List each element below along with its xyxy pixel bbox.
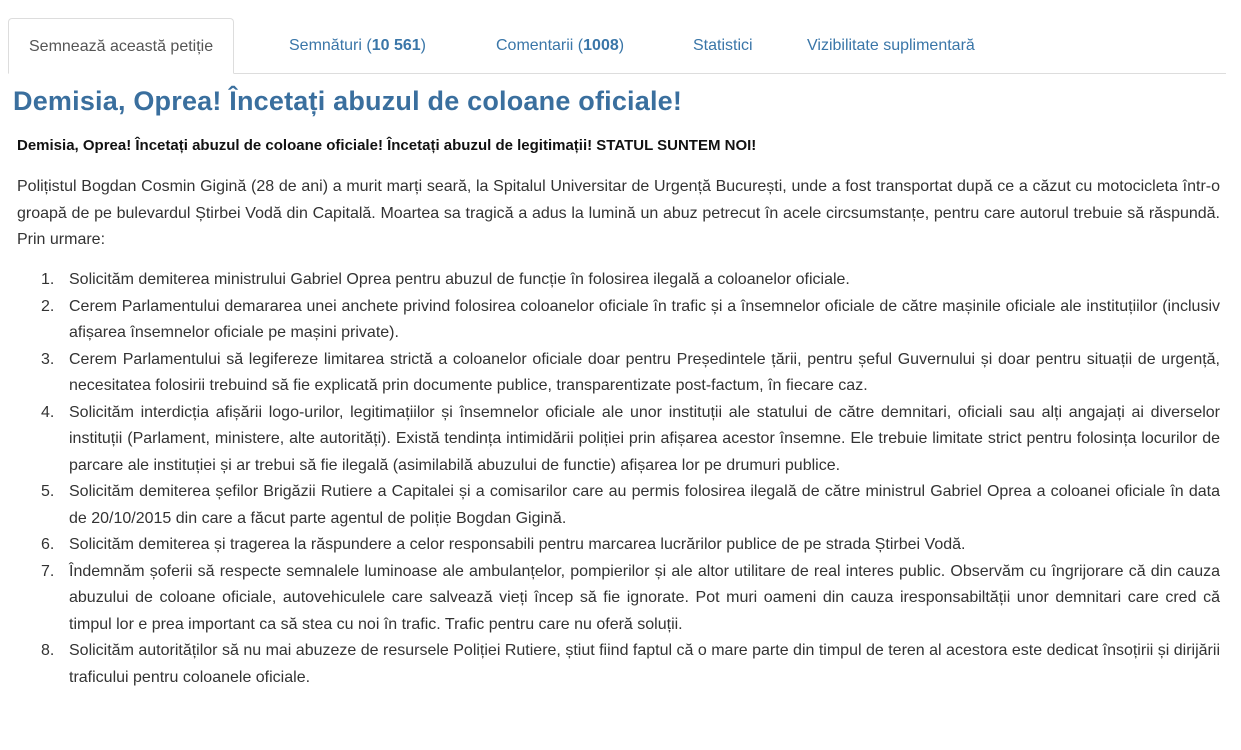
list-item-text: Cerem Parlamentului demararea unei anchete privind folosirea coloanelor oficiale în trafic și a însemnelor oficiale de către mașinile oficiale ale instituțiilor (inclusiv afișarea însemnelor oficiale pe mașini private). <box>69 297 1220 341</box>
tab-signatures-count: 10 561 <box>371 37 421 54</box>
list-item <box>17 559 1220 639</box>
list-item <box>17 479 1220 532</box>
list-item-text: Solicităm interdicția afișării logo-urilor, legitimațiilor și însemnelor oficiale ale unor instituții ale statului de către demnitari, oficiali sau alți angajați ai diverselor instituții (Parlament, ministere, alte autorități). Există tendința intimidării poliției prin afișarea acestor însemne. Ele trebuie limitate strict pentru folosința locurilor de parcare ale instituției și ar trebui să fie ilegală (asimilabilă abuzului de functie) afișarea lor pe drumuri publice. <box>69 403 1220 474</box>
list-item-number: 3. <box>41 350 55 368</box>
tab-statistics[interactable] <box>693 18 753 74</box>
tab-signatures-label: Semnături ( <box>289 37 372 54</box>
list-item <box>17 267 1220 294</box>
petition-tabs <box>8 18 1226 74</box>
tab-sign-petition[interactable] <box>8 18 234 74</box>
tab-sign-petition-label: Semnează această petiție <box>29 38 214 55</box>
list-item <box>17 294 1220 347</box>
list-item <box>17 532 1220 559</box>
list-item <box>17 638 1220 691</box>
tab-extra-visibility[interactable] <box>807 18 975 74</box>
petition-title: Demisia, Oprea! Încetați abuzul de coloane oficiale! <box>13 86 683 116</box>
list-item-number: 7. <box>41 562 55 580</box>
tab-extra-visibility-label: Vizibilitate suplimentară <box>807 37 975 54</box>
list-item-text: Solicităm autorităților să nu mai abuzeze de resursele Poliției Rutiere, știut fiind faptul că o mare parte din timpul de teren al acestora este dedicat însoțirii și dirijării traficului pentru coloanele oficiale. <box>69 642 1220 686</box>
list-item-text: Îndemnăm șoferii să respecte semnalele luminoase ale ambulanțelor, pompierilor și ale altor utilitare de real interes public. Observăm cu îngrijorare că din cauza abuzului de coloane oficiale, autovehiculele care salvează vieți încep să fie ignorate. Pot muri oameni din cauza iresponsabiltății unor demnitari care cred că timpul lor e prea important ca să stea cu noi în trafic. Trafic pentru care nu oferă soluții. <box>69 562 1220 633</box>
tab-statistics-label: Statistici <box>693 37 753 54</box>
list-item-number: 6. <box>41 536 55 553</box>
tab-comments[interactable] <box>496 18 624 74</box>
tab-signatures-suffix: ) <box>420 37 426 54</box>
list-item-text: Solicităm demiterea ministrului Gabriel Oprea pentru abuzul de funcție în folosirea ilegală a coloanelor oficiale. <box>69 271 850 288</box>
list-item-text: Solicităm demiterea și tragerea la răspundere a celor responsabili pentru marcarea lucrărilor publice de pe strada Știrbei Vodă. <box>69 536 966 553</box>
petition-subtitle: Demisia, Oprea! Încetați abuzul de coloane oficiale! Încetați abuzul de legitimații! STATUL SUNTEM NOI! <box>17 137 757 154</box>
list-item-number: 1. <box>41 271 55 288</box>
list-item-number: 8. <box>41 642 55 659</box>
list-item-number: 5. <box>41 483 55 500</box>
tab-comments-label: Comentarii ( <box>496 37 584 54</box>
list-item <box>17 347 1220 400</box>
list-item-number: 2. <box>41 297 55 315</box>
list-item <box>17 400 1220 480</box>
petition-intro: Polițistul Bogdan Cosmin Gigină (28 de ani) a murit marți seară, la Spitalul Universitar de Urgență București, unde a fost transportat după ce a căzut cu motocicleta într-o groapă de pe bulevardul Știrbei Vodă din Capitală. Moartea sa tragică a adus la lumină un abuz petrecut în acele circsumstanțe, pentru care autorul trebuie să răspundă. Prin urmare: <box>17 178 1220 248</box>
list-item-number: 4. <box>41 403 55 421</box>
demands-list <box>17 267 1220 691</box>
list-item-text: Solicităm demiterea șefilor Brigăzii Rutiere a Capitalei și a comisarilor care au permis folosirea ilegală de către ministrul Gabriel Oprea a coloanei oficiale în data de 20/10/2015 din care a făcut parte agentul de poliție Bogdan Gigină. <box>69 483 1220 527</box>
list-item-text: Cerem Parlamentului să legifereze limitarea strictă a coloanelor oficiale doar pentru Președintele țării, pentru șeful Guvernului și doar pentru situații de urgență, necesitatea folosirii trebuind să fie explicată prin documente publice, transparentizate post-factum, în fiecare caz. <box>69 350 1220 394</box>
tab-comments-suffix: ) <box>618 37 625 54</box>
tab-signatures[interactable] <box>289 18 426 74</box>
tab-comments-count: 1008 <box>583 37 619 54</box>
